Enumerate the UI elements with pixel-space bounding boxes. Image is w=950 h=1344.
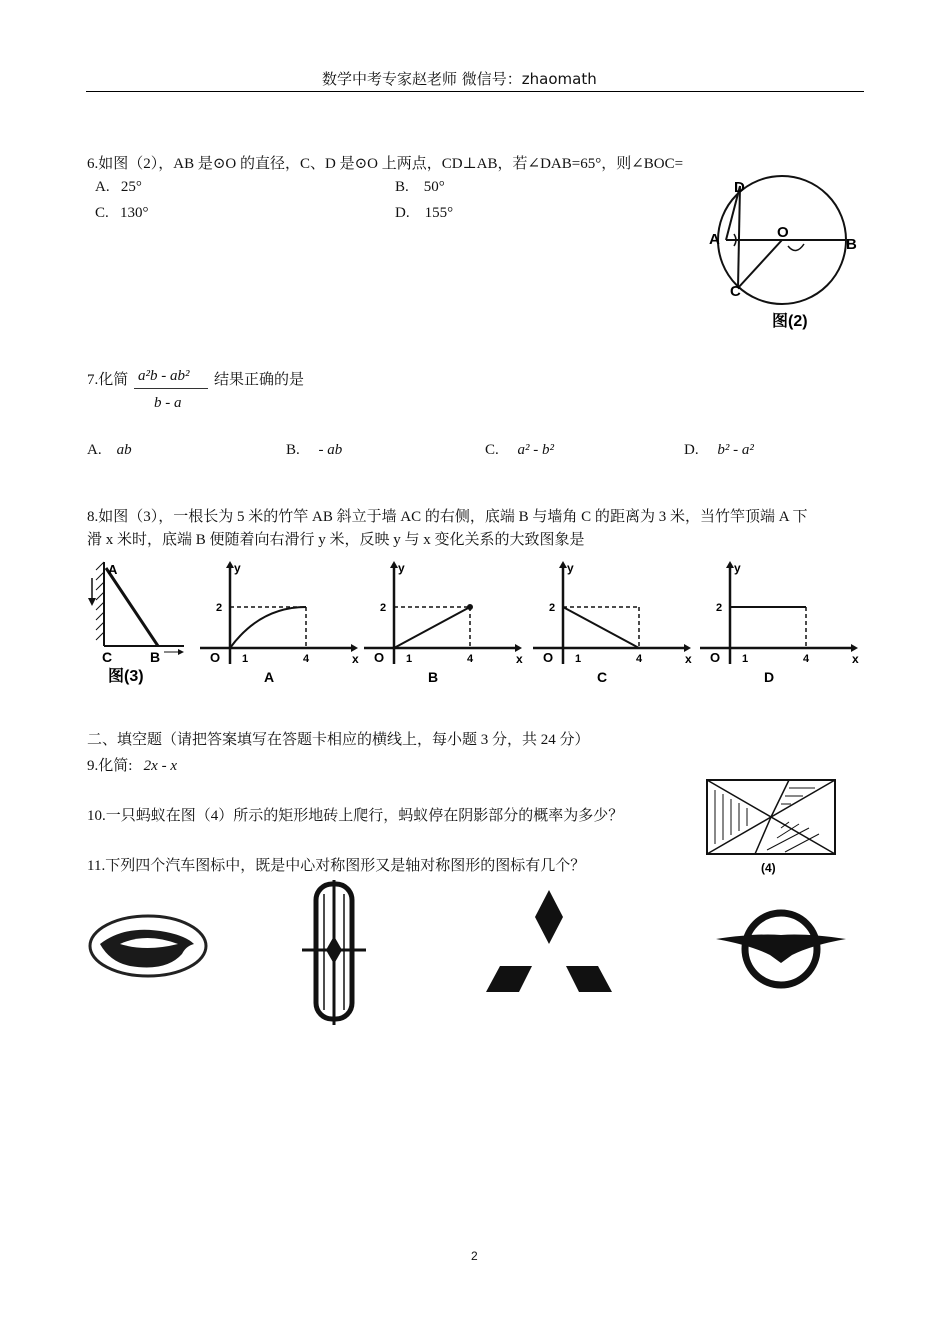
q7-denominator: b - a [154, 395, 182, 411]
x-axis-label: x [685, 652, 692, 666]
q8-graph-d [700, 560, 865, 688]
y-axis-arrow [559, 561, 567, 568]
fig3-label-a: A [108, 562, 118, 577]
x-axis-arrow [515, 644, 522, 652]
q7-option-b: B. - ab [286, 442, 343, 458]
fig2-label-c: C [730, 283, 741, 300]
x-tick-4: 4 [467, 653, 474, 665]
graph-curve [230, 607, 306, 648]
graph-option-label: C [597, 669, 608, 685]
x-tick-4: 4 [803, 653, 810, 665]
figure-2-circle [700, 172, 870, 337]
car-logo-3-icon [486, 890, 612, 994]
y-tick-2: 2 [549, 602, 556, 614]
origin-label: O [210, 650, 221, 665]
y-tick-2: 2 [216, 602, 223, 614]
fig2-label-a: A [709, 231, 720, 248]
graph-option-label: A [264, 669, 275, 685]
x-axis-label: x [516, 652, 523, 666]
y-axis-arrow [726, 561, 734, 568]
y-axis-arrow [226, 561, 234, 568]
x-tick-1: 1 [742, 653, 749, 665]
fig2-label-d: D [734, 179, 745, 196]
fig2-caption: 图(2) [772, 313, 808, 330]
graph-option-label: D [764, 669, 775, 685]
fig3-label-c: C [102, 649, 113, 665]
q7-numerator: a²b - ab² [138, 368, 190, 384]
q7-suffix: 结果正确的是 [214, 372, 305, 388]
y-axis-label: y [734, 561, 741, 575]
q8-line-1: 8.如图（3），一根长为 5 米的竹竿 AB 斜立于墙 AC 的右侧，底端 B 与墙角 C 的距离为 3 米，当竹竿顶端 A 下 [87, 509, 808, 525]
figure-4-tile [705, 778, 840, 878]
q6-option-b: B. 50° [395, 179, 445, 195]
fig4-caption: (4) [761, 861, 776, 875]
q8-graph-a [200, 560, 365, 688]
fig2-label-b: B [846, 236, 857, 253]
y-axis-label: y [567, 561, 574, 575]
x-tick-4: 4 [303, 653, 310, 665]
x-axis-arrow [851, 644, 858, 652]
page-header: 数学中考专家赵老师 微信号：zhaomath [322, 70, 597, 88]
q6-option-d: D. 155° [395, 205, 454, 221]
x-axis-arrow [684, 644, 691, 652]
q9: 9.化简: 2x - x [87, 758, 177, 774]
q7-option-a: A. ab [87, 442, 132, 458]
section-2-title: 二、填空题（请把答案填写在答题卡相应的横线上，每小题 3 分，共 24 分） [87, 732, 590, 748]
x-tick-1: 1 [575, 653, 582, 665]
q6-option-a: A. 25° [95, 179, 142, 195]
x-axis-arrow [351, 644, 358, 652]
car-logo-1-icon [86, 910, 210, 982]
q7-option-d: D. b² - a² [684, 442, 754, 458]
graph-option-label: B [428, 669, 439, 685]
y-axis-label: y [234, 561, 241, 575]
origin-label: O [374, 650, 385, 665]
figure-3-ladder [86, 560, 196, 690]
y-tick-2: 2 [716, 602, 723, 614]
y-axis-label: y [398, 561, 405, 575]
page-number: 2 [471, 1249, 478, 1263]
fig3-label-b: B [150, 649, 161, 665]
car-logo-4-icon [716, 905, 846, 989]
q6-stem: 6.如图（2），AB 是⊙O 的直径，C、D 是⊙O 上两点，CD⊥AB，若∠DAB=65°，则∠BOC= [87, 156, 684, 172]
header-rule [86, 91, 864, 92]
fig3-caption: 图(3) [108, 668, 144, 685]
q7-fraction-bar [134, 388, 208, 389]
origin-label: O [543, 650, 554, 665]
y-tick-2: 2 [380, 602, 387, 614]
q8-line-2: 滑 x 米时，底端 B 便随着向右滑行 y 米，反映 y 与 x 变化关系的大致图象是 [87, 532, 585, 548]
y-axis-arrow [390, 561, 398, 568]
q8-graph-c [533, 560, 698, 688]
x-tick-1: 1 [242, 653, 249, 665]
graph-endpoint [467, 604, 473, 610]
x-axis-label: x [352, 652, 359, 666]
q6-option-c: C. 130° [95, 205, 149, 221]
origin-label: O [710, 650, 721, 665]
car-logo-2-icon [302, 880, 366, 1025]
x-axis-label: x [852, 652, 859, 666]
q11: 11.下列四个汽车图标中，既是中心对称图形又是轴对称图形的图标有几个？ [87, 858, 586, 874]
q7-option-c: C. a² - b² [485, 442, 555, 458]
q8-graph-b [364, 560, 529, 688]
q10: 10.一只蚂蚁在图（4）所示的矩形地砖上爬行，蚂蚁停在阴影部分的概率为多少？ [87, 808, 624, 824]
fig2-label-o: O [777, 224, 789, 241]
x-tick-4: 4 [636, 653, 643, 665]
graph-line [563, 607, 639, 648]
x-tick-1: 1 [406, 653, 413, 665]
graph-line [394, 607, 470, 648]
q7-prefix: 7.化简 [87, 372, 129, 388]
